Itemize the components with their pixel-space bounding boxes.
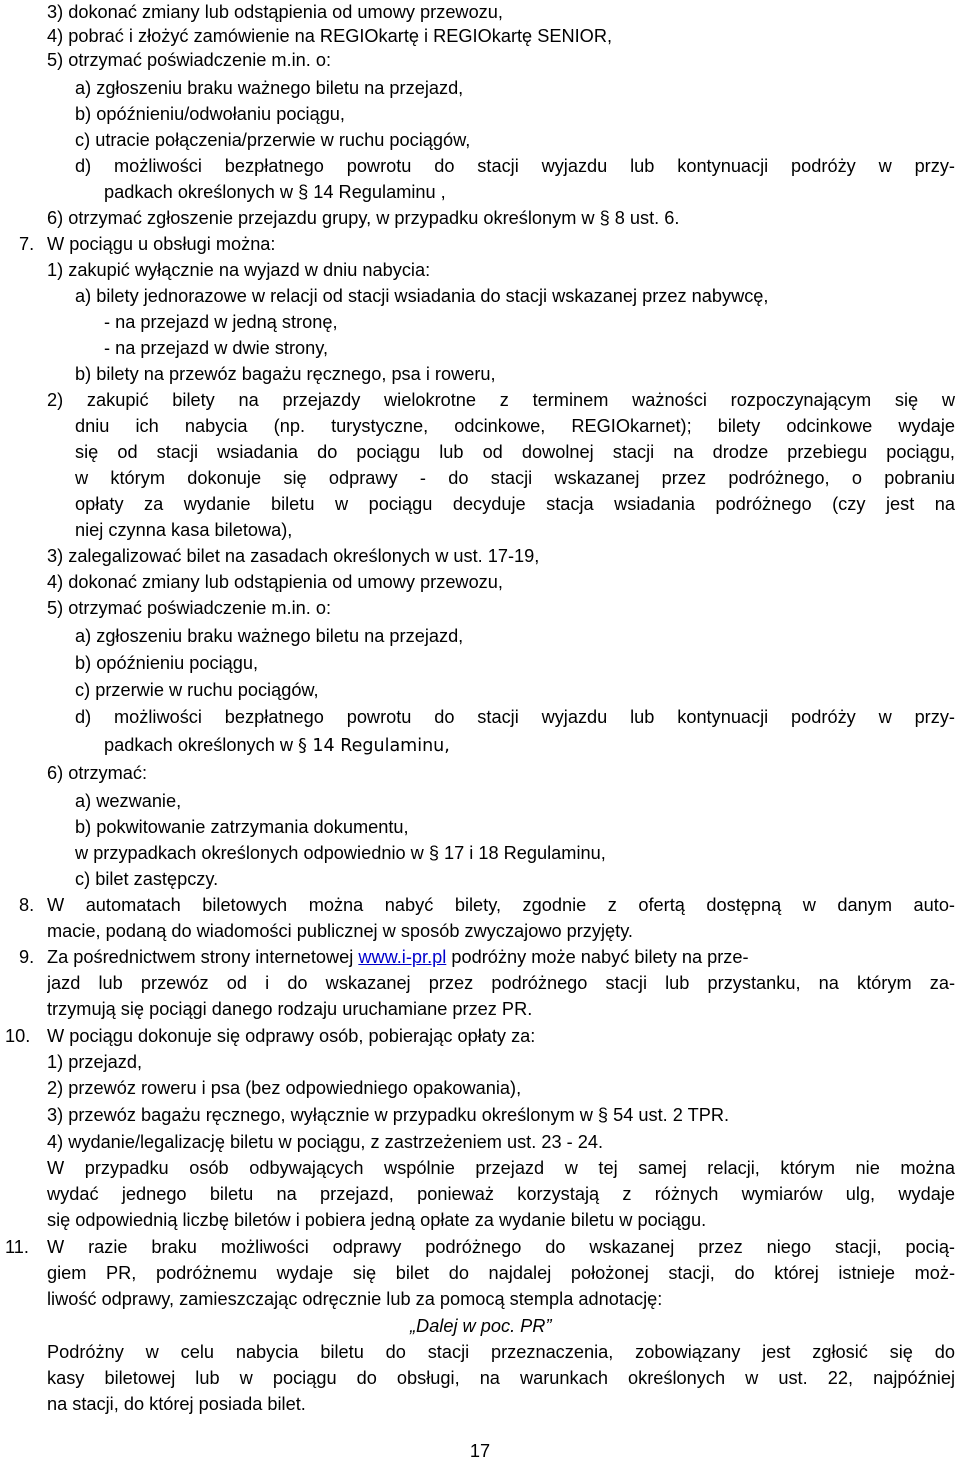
sec6-item-4: 4) pobrać i złożyć zamówienie na REGIOkartę i REGIOkartę SENIOR, [47,26,613,46]
sec10-para-line1: W przypadku osób odbywających wspólnie przejazd w tej samej relacji, którym nie można [47,1158,955,1178]
sec8-line2: macie, podaną do wiadomości publicznej w sposób zwyczajowo przyjęty. [47,921,633,941]
sec11-line3: liwość odprawy, zamieszczając odręcznie lub za pomocą stempla adnotację: [47,1289,663,1309]
sec7-item-5d-line2-text: padkach określonych w [104,735,299,755]
sec7-item-5c: c) przerwie w ruchu pociągów, [75,680,319,700]
sec7-item-5: 5) otrzymać poświadczenie m.in. o: [47,598,332,618]
sec7-item-6b: b) pokwitowanie zatrzymania dokumentu, [75,817,409,837]
sec7-item-2-line3: się od stacji wsiadania do pociągu lub od dowolnej stacji na drodze przebiegu pociągu, [75,442,955,462]
sec7-item-1: 1) zakupić wyłącznie na wyjazd w dniu nabycia: [47,260,431,280]
sec9-line2: jazd lub przewóz od i do wskazanej przez podróżnego stacji lub przystanku, na którym za- [47,973,955,993]
website-link[interactable]: www.i-pr.pl [358,947,447,967]
sec11-line1: W razie braku możliwości odprawy podróżnego do wskazanej przez niego stacji, pocią- [47,1237,955,1257]
sec7-item-2-line6: niej czynna kasa biletowa), [75,520,293,540]
sec7-item-5d-line2-ref: § 14 Regulaminu, [298,736,450,756]
sec8-line1: W automatach biletowych można nabyć bilety, zgodnie z ofertą dostępną w danym auto- [47,895,955,915]
sec10-item-4: 4) wydanie/legalizację biletu w pociągu, z zastrzeżeniem ust. 23 - 24. [47,1132,604,1152]
sec7-dash-1: - na przejazd w jedną stronę, [104,312,338,332]
sec7-item-2-line4: w którym dokonuje się odprawy - do stacji wskazanej przez podróżnego, o pobraniu [75,468,955,488]
sec10-number: 10. [5,1026,31,1046]
sec10-item-3: 3) przewóz bagażu ręcznego, wyłącznie w przypadku określonym w § 54 ust. 2 TPR. [47,1105,730,1125]
sec7-item-2-line2: dniu ich nabycia (np. turystyczne, odcinkowe, REGIOkarnet); bilety odcinkowe wydaje [75,416,955,436]
sec10-item-1: 1) przejazd, [47,1052,143,1072]
sec6-item-6: 6) otrzymać zgłoszenie przejazdu grupy, w przypadku określonym w § 8 ust. 6. [47,208,680,228]
sec7-item-5d-line1: d) możliwości bezpłatnego powrotu do stacji wyjazdu lub kontynuacji podróży w przy- [75,707,955,727]
sec11-para-line1: Podróżny w celu nabycia biletu do stacji przeznaczenia, zobowiązany jest zgłosić się do [47,1342,955,1362]
sec9-line1 [47,945,749,969]
sec7-item-5d-line2 [104,733,450,757]
sec11-number: 11. [5,1237,29,1257]
sec10-para-line2: wydać jednego biletu na przejazd, ponieważ korzystają z różnych wymiarów ulg, wydaje [47,1184,955,1204]
sec8-number: 8. [19,895,35,915]
sec9-number: 9. [19,947,35,967]
sec11-para-line3: na stacji, do której posiada bilet. [47,1394,306,1414]
sec10-heading: W pociągu dokonuje się odprawy osób, pobierając opłaty za: [47,1026,536,1046]
sec6-item-5a: a) zgłoszeniu braku ważnego biletu na przejazd, [75,78,464,98]
sec7-dash-2: - na przejazd w dwie strony, [104,338,329,358]
sec10-para-line3: się odpowiednią liczbę biletów i pobiera jedną opłate za wydanie biletu w pociągu. [47,1210,707,1230]
sec10-item-2: 2) przewóz roweru i psa (bez odpowiedniego opakowania), [47,1078,522,1098]
sec7-item-3: 3) zalegalizować bilet na zasadach określonych w ust. 17-19, [47,546,540,566]
sec6-item-5d-line2: padkach określonych w § 14 Regulaminu , [104,182,446,202]
sec11-annotation: „Dalej w poc. PR” [410,1316,552,1336]
sec11-line2: giem PR, podróżnemu wydaje się bilet do najdalej położonej stacji, do której istnieje moż- [47,1263,955,1283]
sec9-line3: trzymują się pociągi danego rodzaju uruchamiane przez PR. [47,999,533,1019]
sec7-item-6c: c) bilet zastępczy. [75,869,219,889]
sec7-item-5b: b) opóźnieniu pociągu, [75,653,259,673]
sec7-item-2-line5: opłaty za wydanie biletu w pociągu decyduje stacja wsiadania podróżnego (czy jest na [75,494,955,514]
sec7-item-6a: a) wezwanie, [75,791,182,811]
sec6-item-3: 3) dokonać zmiany lub odstąpienia od umowy przewozu, [47,2,503,22]
sec7-item-5a: a) zgłoszeniu braku ważnego biletu na przejazd, [75,626,464,646]
sec7-item-1a: a) bilety jednorazowe w relacji od stacji wsiadania do stacji wskazanej przez nabywcę, [75,286,769,306]
sec7-number: 7. [19,234,35,254]
sec6-item-5d-line1: d) możliwości bezpłatnego powrotu do stacji wyjazdu lub kontynuacji podróży w przy- [75,156,955,176]
sec7-item-4: 4) dokonać zmiany lub odstąpienia od umowy przewozu, [47,572,503,592]
sec9-line1-post: podróżny może nabyć bilety na prze- [446,947,749,967]
sec6-item-5b: b) opóźnieniu/odwołaniu pociągu, [75,104,345,124]
page-number: 17 [469,1441,491,1461]
sec9-line1-pre: Za pośrednictwem strony internetowej [47,947,359,967]
sec6-item-5c: c) utracie połączenia/przerwie w ruchu pociągów, [75,130,471,150]
sec7-item-6b-line2: w przypadkach określonych odpowiednio w § 17 i 18 Regulaminu, [75,843,606,863]
sec11-para-line2: kasy biletowej lub w pociągu do obsługi, na warunkach określonych w ust. 22, najpóźniej [47,1368,955,1388]
sec7-item-6: 6) otrzymać: [47,763,148,783]
sec6-item-5: 5) otrzymać poświadczenie m.in. o: [47,50,332,70]
sec7-item-2-line1: 2) zakupić bilety na przejazdy wielokrotne z terminem ważności rozpoczynającym się w [47,390,955,410]
sec7-heading: W pociągu u obsługi można: [47,234,276,254]
sec7-item-1b: b) bilety na przewóz bagażu ręcznego, psa i roweru, [75,364,496,384]
